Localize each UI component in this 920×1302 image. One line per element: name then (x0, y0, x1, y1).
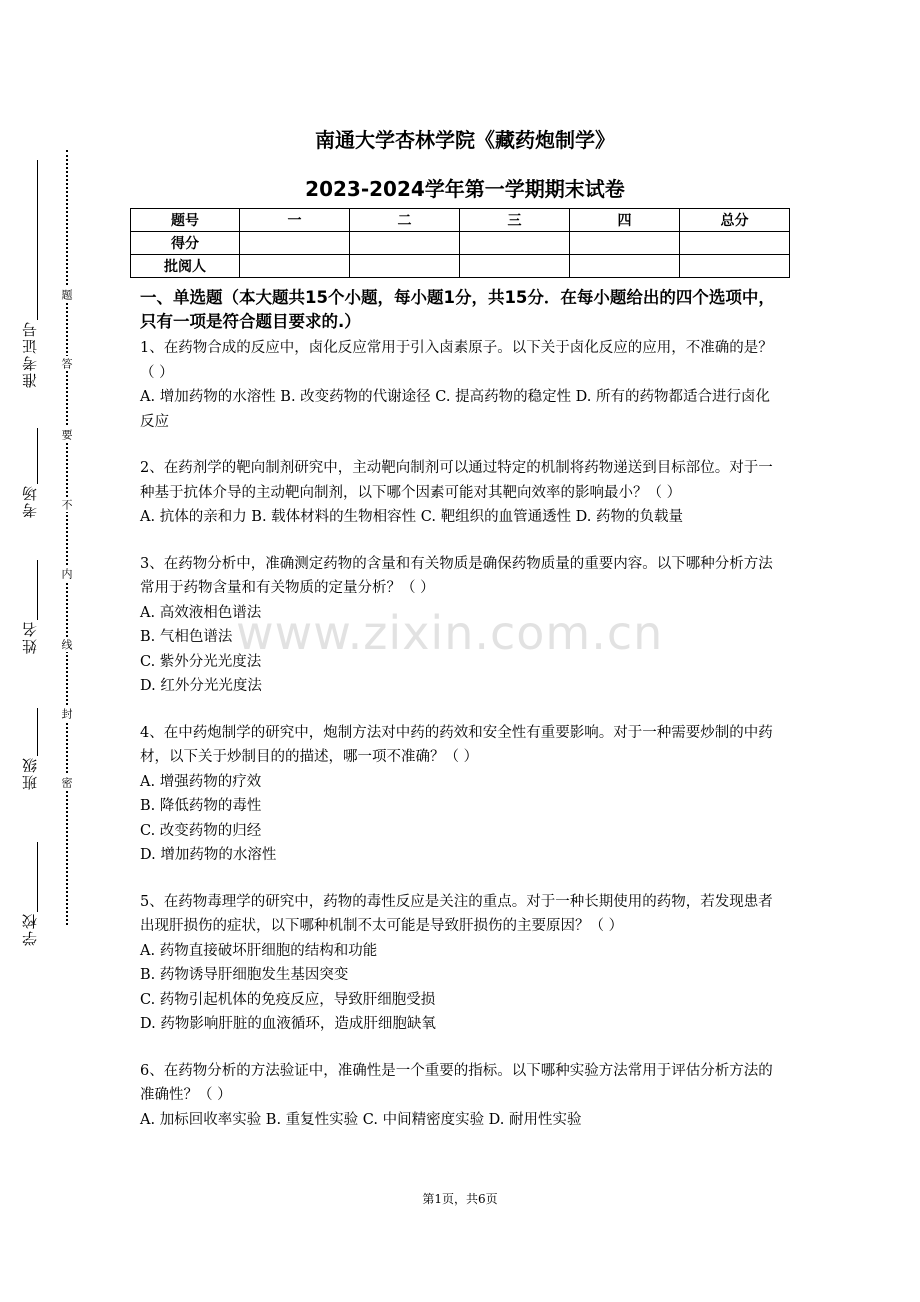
question-option: A. 药物直接破坏肝细胞的结构和功能 (140, 942, 378, 959)
question-stem: 6、在药物分析的方法验证中，准确性是一个重要的指标。以下哪种实验方法常用于评估分析方法的准确性？（ ） (140, 1062, 773, 1103)
score-header-cell: 总分 (680, 209, 790, 232)
question-stem: 3、在药物分析中，准确测定药物的含量和有关物质是确保药物质量的重要内容。以下哪种分析方法常用于药物含量和有关物质的定量分析？（ ） (140, 555, 773, 596)
question-stem: 5、在药物毒理学的研究中，药物的毒性反应是关注的重点。对于一种长期使用的药物，若发现患者出现肝损伤的症状，以下哪种机制不太可能是导致肝损伤的主要原因？（ ） (140, 893, 773, 934)
margin-field[interactable] (18, 708, 42, 790)
question-option: C. 药物引起机体的免疫反应，导致肝细胞受损 (140, 991, 436, 1008)
margin-field[interactable] (18, 428, 42, 518)
seal-mark: 内 (60, 568, 73, 579)
score-cell (460, 255, 570, 278)
question-stem: 2、在药剂学的靶向制剂研究中，主动靶向制剂可以通过特定的机制将药物递送到目标部位。对于一种基于抗体介导的主动靶向制剂，以下哪个因素可能对其靶向效率的影响最小？（ ） (140, 460, 773, 501)
margin-field-blank[interactable] (37, 560, 38, 620)
page-footer: 第1页，共6页 (422, 1192, 498, 1206)
margin-field-label: 准考证号 (21, 320, 39, 388)
question-option: D. 药物影响肝脏的血液循环，造成肝细胞缺氧 (140, 1016, 436, 1032)
score-cell (570, 232, 680, 255)
score-header-row (131, 209, 790, 232)
score-header-cell: 三 (460, 209, 570, 232)
score-header-cell: 四 (570, 209, 680, 232)
score-row (131, 232, 790, 255)
score-cell (570, 255, 680, 278)
watermark: www.zixin.com.cn (236, 606, 664, 660)
margin-field-blank[interactable] (37, 842, 38, 912)
seal-mark: 线 (60, 639, 73, 650)
question-option: D. 红外分光光度法 (140, 678, 262, 694)
question-option: A. 加标回收率实验 B. 重复性实验 C. 中间精密度实验 D. 耐用性实验 (140, 1111, 582, 1128)
question-option: B. 降低药物的毒性 (140, 798, 262, 814)
score-header-cell: 题号 (131, 209, 240, 232)
question-5 (140, 890, 782, 1037)
score-header-cell: 一 (240, 209, 350, 232)
question-option: A. 抗体的亲和力 B. 载体材料的生物相容性 C. 靶组织的血管通透性 D. 药物的负载量 (140, 509, 684, 525)
question-option: D. 增加药物的水溶性 (140, 847, 277, 863)
seal-mark: 答 (60, 358, 73, 369)
margin-field[interactable] (18, 560, 42, 654)
score-cell (680, 255, 790, 278)
score-table (130, 208, 790, 278)
question-2 (140, 456, 782, 530)
section-heading: 一、单选题（本大题共15个小题，每小题1分，共15分．在每小题给出的四个选项中，只有一项是符合题目要求的.） (140, 288, 775, 331)
question-stem: 4、在中药炮制学的研究中，炮制方法对中药的药效和安全性有重要影响。对于一种需要炒制的中药材，以下关于炒制目的的描述，哪一项不准确？（ ） (140, 724, 773, 765)
question-list (140, 336, 782, 1132)
question-4 (140, 721, 782, 868)
seal-mark: 密 (60, 777, 73, 788)
margin-field[interactable] (18, 842, 42, 946)
score-cell (460, 232, 570, 255)
margin-field-label: 考场 (21, 484, 39, 518)
margin-field[interactable] (18, 160, 42, 388)
score-cell (350, 232, 460, 255)
seal-mark: 封 (60, 708, 73, 719)
score-header-cell: 二 (350, 209, 460, 232)
margin-field-blank[interactable] (37, 160, 38, 320)
score-cell (680, 232, 790, 255)
margin-field-blank[interactable] (37, 708, 38, 756)
question-option: B. 气相色谱法 (140, 629, 233, 645)
question-6 (140, 1059, 782, 1133)
margin-field-label: 学校 (21, 912, 39, 946)
score-row-label: 得分 (131, 232, 240, 255)
question-option: A. 高效液相色谱法 (140, 604, 262, 621)
question-stem: 1、在药物合成的反应中，卤化反应常用于引入卤素原子。以下关于卤化反应的应用，不准确的是？（ ） (140, 340, 773, 381)
seal-mark: 要 (60, 429, 73, 440)
score-row (131, 255, 790, 278)
question-option: C. 改变药物的归经 (140, 822, 262, 839)
seal-mark: 题 (60, 289, 73, 300)
score-cell (350, 255, 460, 278)
score-row-label: 批阅人 (131, 255, 240, 278)
score-cell (240, 255, 350, 278)
exam-title-line2: 2023-2024学年第一学期期末试卷 (305, 177, 625, 201)
score-cell (240, 232, 350, 255)
exam-title-line1: 南通大学杏林学院《藏药炮制学》 (315, 128, 615, 152)
exam-content (140, 286, 782, 1154)
margin-field-blank[interactable] (37, 428, 38, 484)
margin-field-label: 班级 (21, 756, 39, 790)
question-option: A. 增加药物的水溶性 B. 改变药物的代谢途径 C. 提高药物的稳定性 D. 所有的药物都适合进行卤化反应 (140, 389, 771, 430)
question-1 (140, 336, 782, 434)
seal-line (66, 150, 68, 925)
question-option: B. 药物诱导肝细胞发生基因突变 (140, 967, 349, 983)
question-option: A. 增强药物的疗效 (140, 773, 262, 790)
question-option: C. 紫外分光光度法 (140, 653, 262, 670)
seal-mark: 不 (60, 499, 73, 510)
margin-field-label: 姓名 (21, 620, 39, 654)
